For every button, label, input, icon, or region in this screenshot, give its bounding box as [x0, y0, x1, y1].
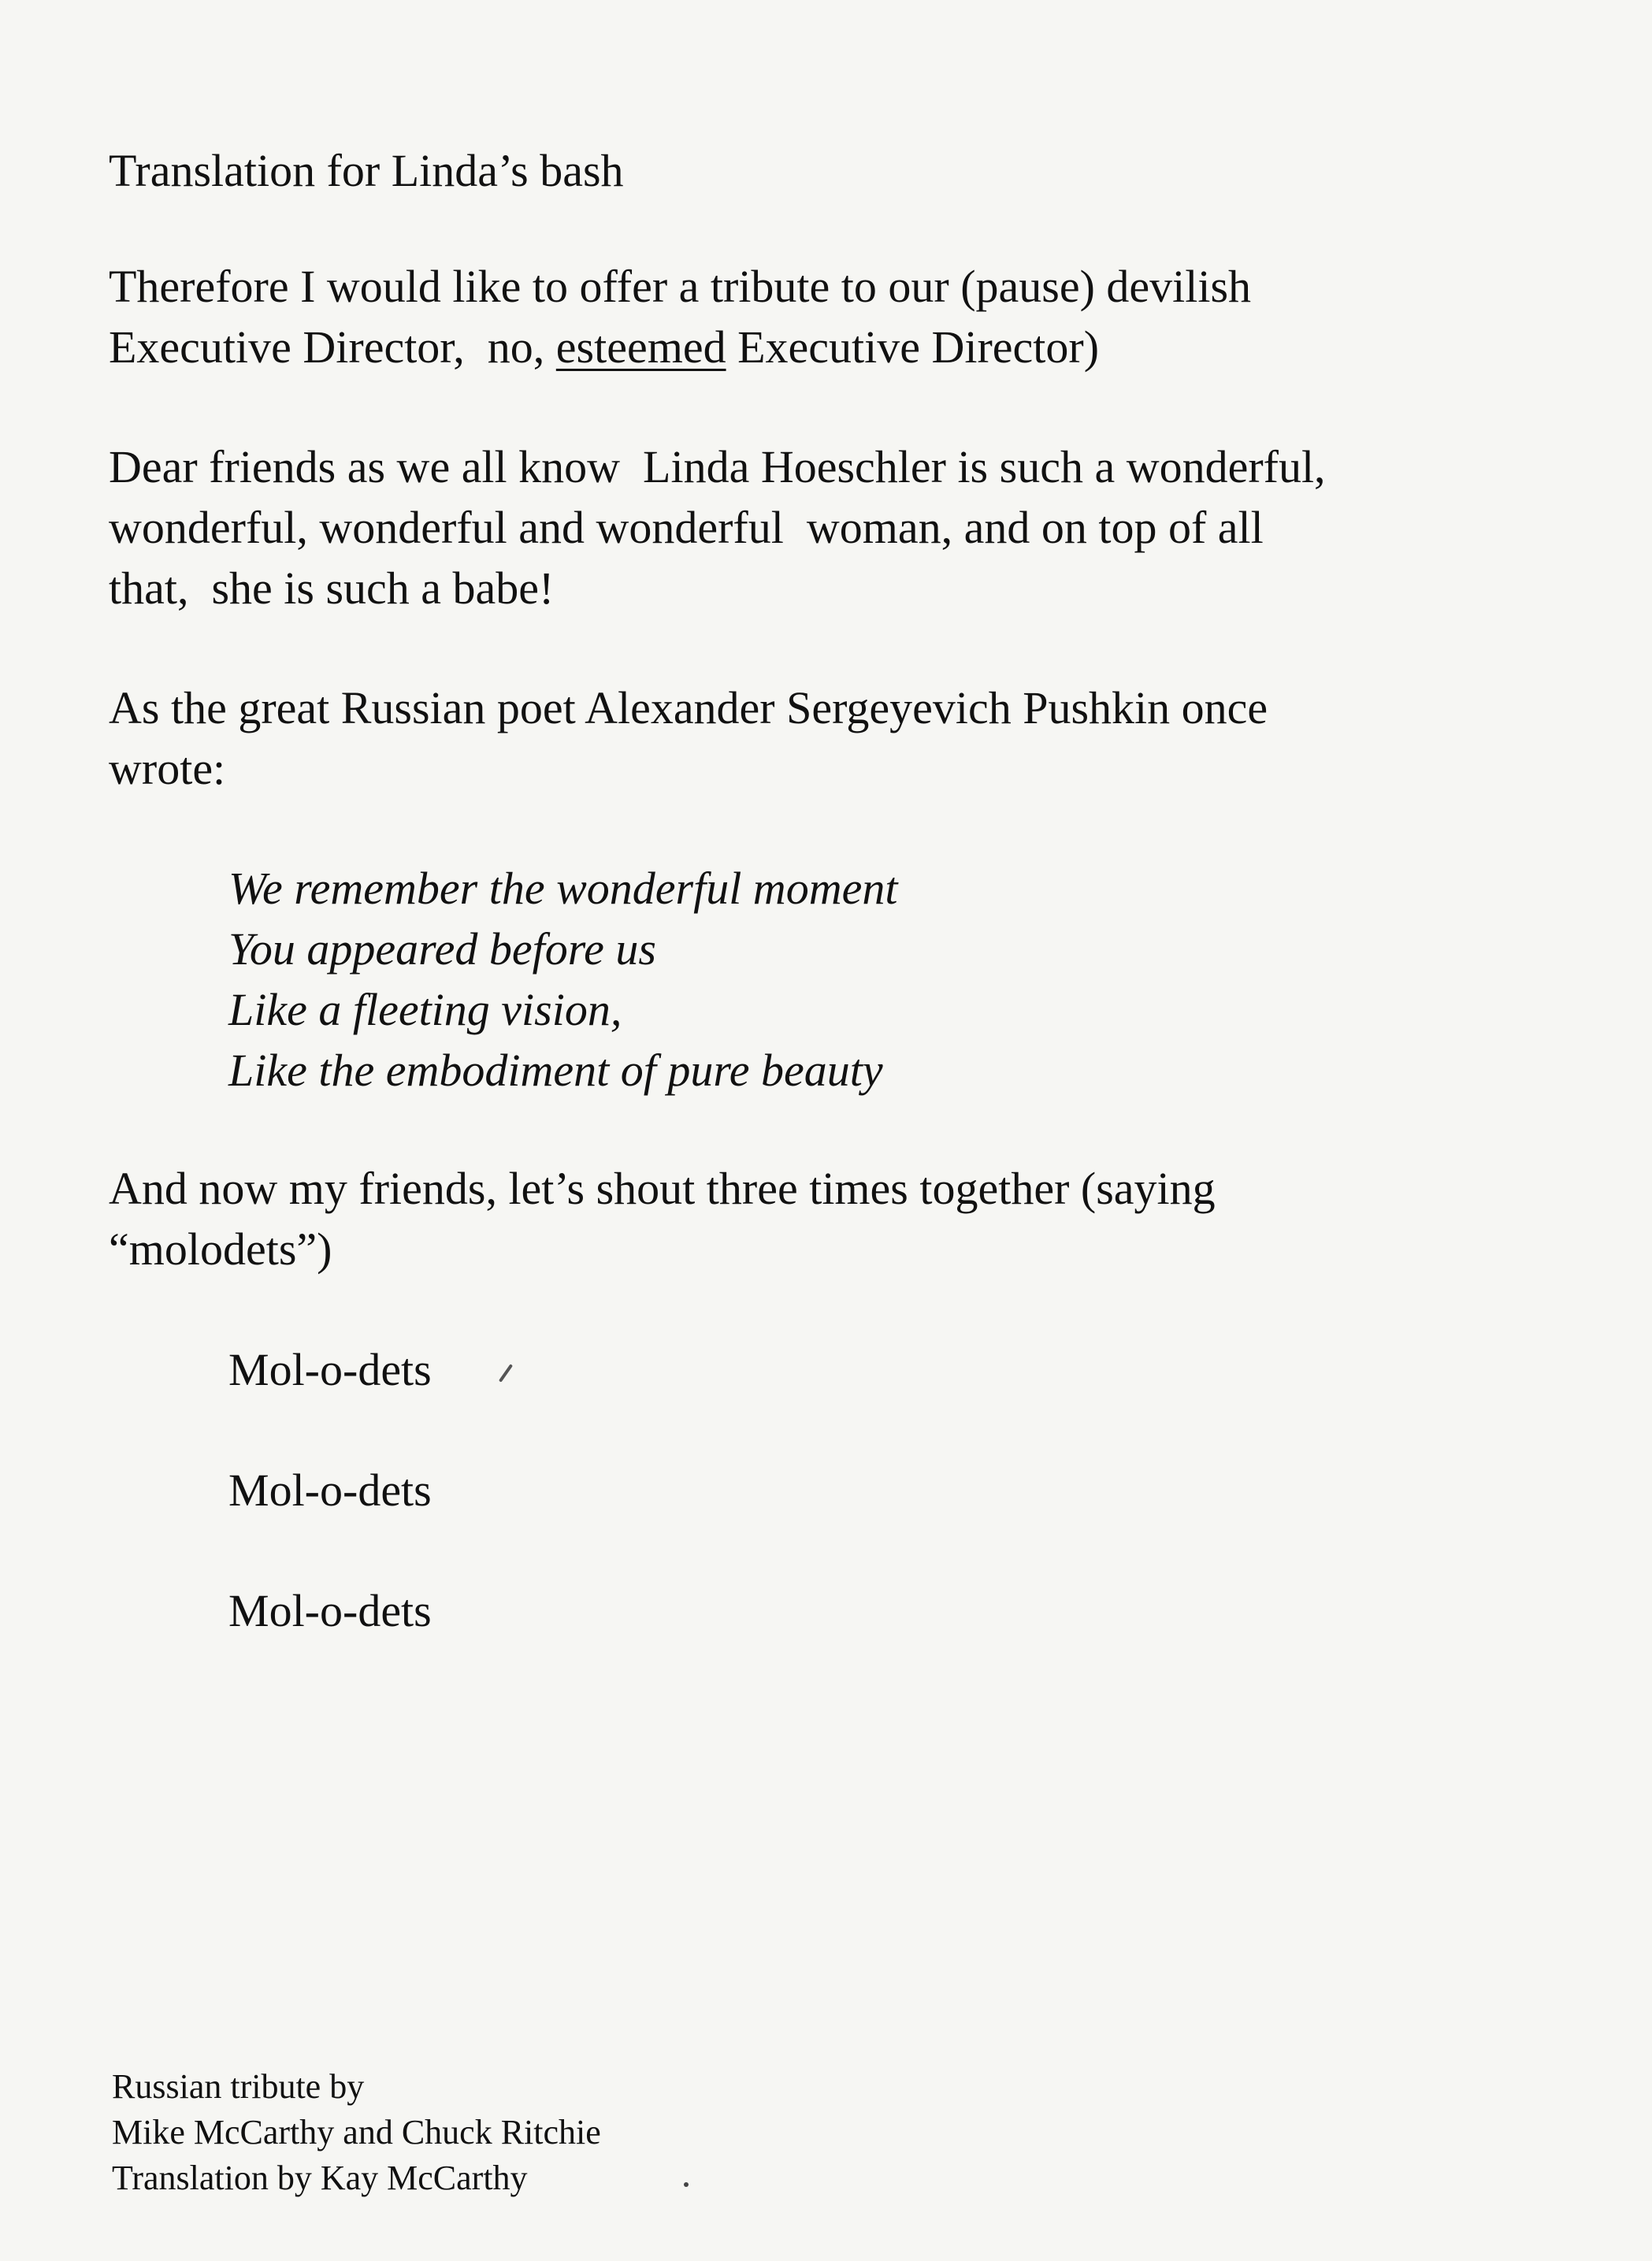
- poem-stanza: [228, 858, 897, 1101]
- tribute-line-1: Therefore I would like to offer a tribute to our (pause) devilish: [109, 261, 1252, 312]
- shout-line-1: And now my friends, let’s shout three times together (saying: [109, 1163, 1216, 1214]
- friends-line-3: that, she is such a babe!: [109, 562, 555, 614]
- pushkin-paragraph: [109, 678, 1574, 799]
- tribute-paragraph: [109, 256, 1574, 377]
- tribute-line-2: [109, 317, 1574, 377]
- shout-paragraph: [109, 1158, 1574, 1279]
- chant-line-1: Mol-o-dets: [228, 1344, 432, 1395]
- credits-line-2: Mike McCarthy and Chuck Ritchie: [112, 2113, 601, 2151]
- stray-dot-mark: [684, 2182, 689, 2187]
- chant-line-2: Mol-o-dets: [228, 1465, 432, 1516]
- pushkin-line-1: As the great Russian poet Alexander Sergeyevich Pushkin once: [109, 682, 1268, 733]
- poem-line-4: Like the embodiment of pure beauty: [228, 1045, 883, 1096]
- tribute-line-2-end: Executive Director): [726, 321, 1100, 373]
- poem-line-2: You appeared before us: [228, 923, 656, 975]
- friends-line-2: wonderful, wonderful and wonderful woman, and on top of all: [109, 502, 1264, 553]
- credits-block: [112, 2064, 601, 2201]
- credits-line-3: Translation by Kay McCarthy: [112, 2159, 528, 2197]
- friends-paragraph: [109, 436, 1574, 618]
- underlined-word-esteemed: esteemed: [555, 321, 726, 373]
- tribute-line-2-start: Executive Director, no,: [109, 321, 556, 373]
- friends-line-1: Dear friends as we all know Linda Hoeschler is such a wonderful,: [109, 441, 1326, 492]
- poem-line-3: Like a fleeting vision,: [228, 984, 622, 1035]
- poem-line-1: We remember the wonderful moment: [228, 863, 898, 914]
- credits-line-1: Russian tribute by: [112, 2067, 365, 2106]
- pen-tick-mark: [499, 1364, 513, 1383]
- chant-line-3: Mol-o-dets: [228, 1585, 432, 1636]
- pushkin-line-2: wrote:: [109, 743, 226, 794]
- shout-line-2: “molodets”): [109, 1223, 332, 1275]
- document-title: Translation for Linda’s bash: [109, 145, 624, 196]
